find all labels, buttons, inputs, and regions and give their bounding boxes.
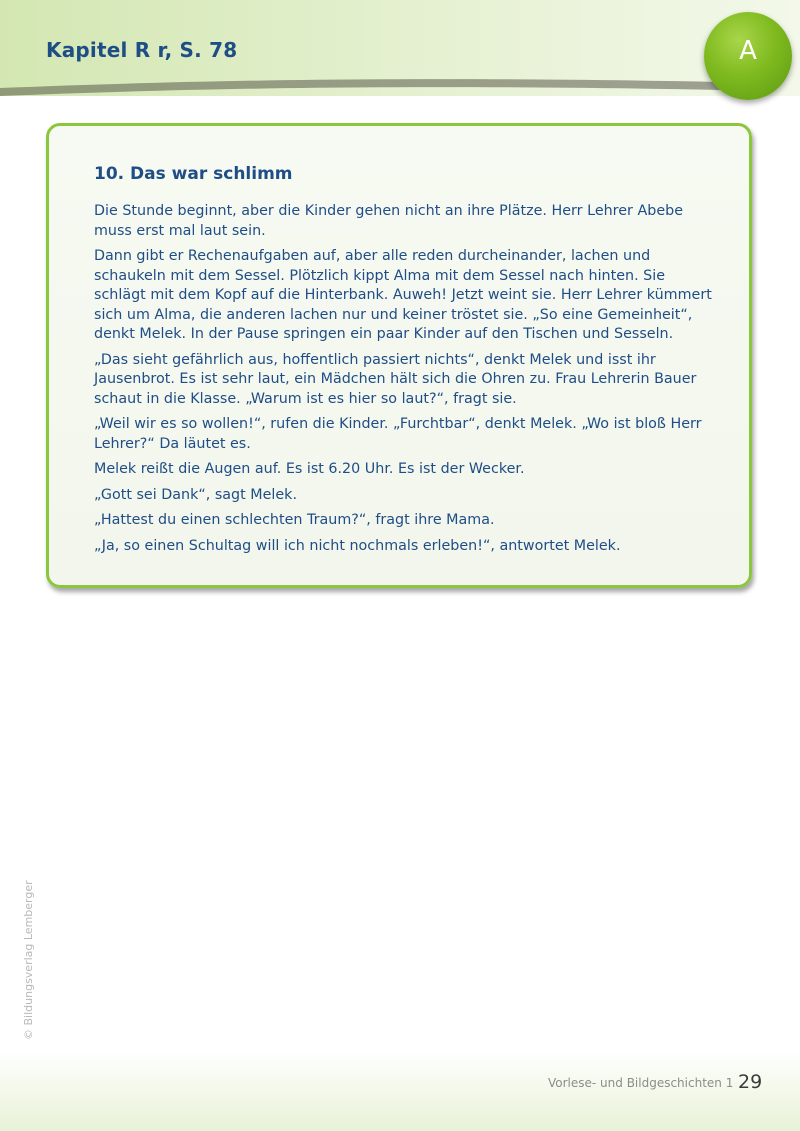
- story-title: 10. Das war schlimm: [94, 164, 293, 184]
- story-paragraph: „Das sieht gefährlich aus, hoffentlich passiert nichts“, denkt Melek und isst ihr Jausenbrot. Es ist sehr laut, ein Mädchen hält sich die Ohren zu. Frau Lehrerin Bauer schaut in die Klasse. „Warum ist es hier so laut?“, fragt sie.: [94, 351, 697, 407]
- story-paragraph: „Weil wir es so wollen!“, rufen die Kinder. „Furchtbar“, denkt Melek. „Wo ist bloß Herr Lehrer?“ Da läutet es.: [94, 416, 702, 452]
- story-paragraph: „Gott sei Dank“, sagt Melek.: [94, 486, 298, 503]
- story-paragraph: „Ja, so einen Schultag will ich nicht nochmals erleben!“, antwortet Melek.: [94, 537, 621, 554]
- chapter-badge: [704, 12, 792, 100]
- badge-letter: A: [739, 36, 757, 66]
- chapter-title: Kapitel R r, S. 78: [46, 38, 238, 62]
- page-number: 29: [738, 1071, 763, 1093]
- story-paragraph: Dann gibt er Rechenaufgaben auf, aber alle reden durcheinander, lachen und schaukeln mit dem Sessel. Plötzlich kippt Alma mit dem Sessel nach hinten. Sie schlägt mit dem Kopf auf die Hinterbank. Auweh! Jetzt weint sie. Herr Lehrer kümmert sich um Alma, die anderen lachen nur und keiner tröstet sie. „So eine Gemeinheit“, denkt Melek. In der Pause springen ein paar Kinder auf den Tischen und Sesseln.: [94, 248, 712, 342]
- footer-band: [0, 1050, 800, 1131]
- story-paragraph: Die Stunde beginnt, aber die Kinder gehen nicht an ihre Plätze. Herr Lehrer Abebe muss erst mal laut sein.: [94, 203, 683, 239]
- book-title: Vorlese- und Bildgeschichten 1: [548, 1076, 734, 1090]
- story-card: [46, 123, 752, 588]
- story-paragraph: „Hattest du einen schlechten Traum?“, fragt ihre Mama.: [94, 512, 495, 528]
- copyright-notice: © Bildungsverlag Lemberger: [22, 880, 35, 1040]
- story-body: [94, 202, 714, 562]
- story-paragraph: Melek reißt die Augen auf. Es ist 6.20 Uhr. Es ist der Wecker.: [94, 461, 525, 477]
